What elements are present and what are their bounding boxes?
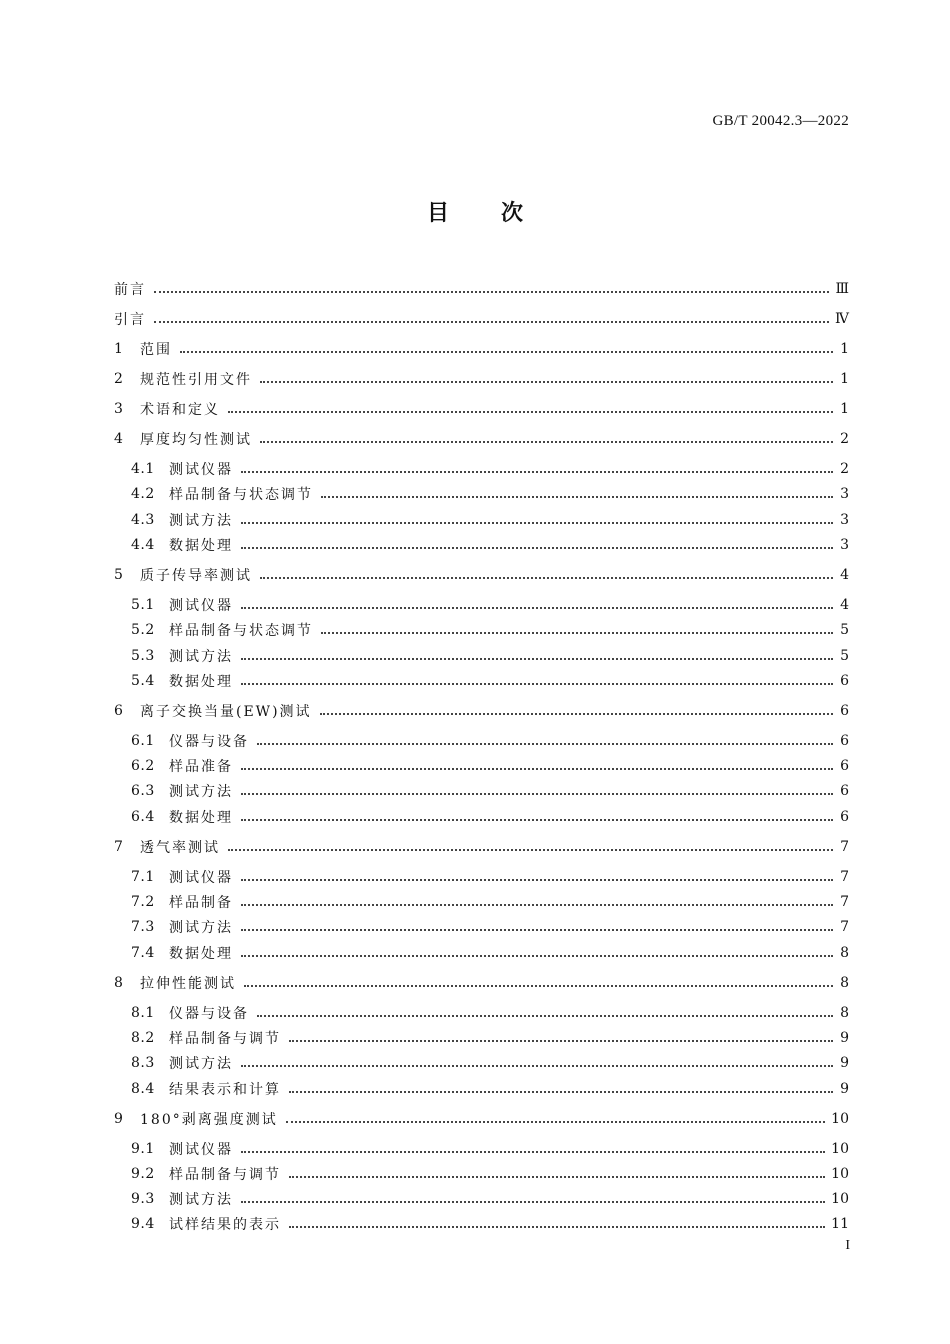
toc-entry-number: 8.4 bbox=[131, 1080, 155, 1097]
toc-entry[interactable] bbox=[114, 458, 849, 480]
dot-leader bbox=[321, 632, 833, 634]
toc-entry-page: 10 bbox=[831, 1110, 849, 1127]
dot-leader bbox=[241, 1151, 825, 1153]
title-part-2: 次 bbox=[501, 201, 524, 226]
toc-entry-page: 10 bbox=[831, 1191, 849, 1208]
dot-leader bbox=[257, 743, 833, 745]
toc-entry-label: 数据处理 bbox=[169, 809, 233, 826]
toc-entry[interactable] bbox=[114, 1052, 849, 1074]
dot-leader bbox=[154, 321, 829, 323]
toc-entry[interactable] bbox=[114, 755, 849, 777]
toc-entry-label: 数据处理 bbox=[169, 537, 233, 554]
toc-entry-page: 10 bbox=[831, 1140, 849, 1157]
toc-entry-page: 1 bbox=[840, 341, 849, 357]
dot-leader bbox=[241, 1201, 825, 1203]
toc-entry-label: 样品制备与调节 bbox=[169, 1166, 281, 1183]
toc-entry-label: 试样结果的表示 bbox=[169, 1217, 281, 1234]
toc-entry-number: 8.3 bbox=[131, 1055, 155, 1072]
toc-entry-page: 5 bbox=[840, 622, 849, 639]
toc-entry[interactable] bbox=[114, 483, 849, 505]
toc-entry-page: 7 bbox=[840, 838, 849, 855]
toc-entry[interactable] bbox=[114, 645, 849, 667]
dot-leader bbox=[241, 471, 833, 473]
toc-entry-page: 2 bbox=[840, 431, 849, 447]
toc-entry-number: 6 bbox=[114, 702, 124, 719]
toc-entry-label: 结果表示和计算 bbox=[169, 1081, 281, 1098]
toc-entry-label: 质子传导率测试 bbox=[140, 567, 252, 584]
toc-entry-page: 8 bbox=[840, 944, 849, 961]
toc-entry-number: 5.1 bbox=[131, 596, 155, 613]
toc-entry-page: 9 bbox=[840, 1029, 849, 1046]
toc-entry-number: 4.1 bbox=[131, 461, 155, 477]
dot-leader bbox=[289, 1040, 833, 1042]
dot-leader bbox=[241, 904, 833, 906]
toc-entry-label: 样品准备 bbox=[169, 759, 233, 776]
toc-entry[interactable] bbox=[114, 916, 849, 938]
toc-entry-page: 11 bbox=[831, 1216, 849, 1233]
dot-leader bbox=[241, 607, 833, 609]
toc-entry-label: 样品制备 bbox=[169, 895, 233, 911]
toc-entry[interactable] bbox=[114, 338, 849, 360]
toc-entry-page: Ⅲ bbox=[835, 281, 849, 297]
toc-entry-page: 6 bbox=[840, 758, 849, 775]
toc-entry-number: 7 bbox=[114, 838, 124, 855]
standard-code: GB/T 20042.3—2022 bbox=[712, 113, 849, 129]
dot-leader bbox=[180, 351, 833, 353]
toc-entry-number: 8.2 bbox=[131, 1029, 155, 1046]
toc-entry-page: 4 bbox=[840, 596, 849, 613]
toc-entry-label: 测试方法 bbox=[169, 1056, 233, 1073]
toc-entry[interactable] bbox=[114, 1138, 849, 1160]
toc-entry-number: 7.2 bbox=[131, 894, 155, 910]
dot-leader bbox=[241, 819, 833, 821]
toc-entry-number: 5 bbox=[114, 566, 124, 583]
toc-entry-number: 2 bbox=[114, 371, 124, 387]
toc-entry-page: 6 bbox=[840, 783, 849, 800]
toc-entry[interactable] bbox=[114, 564, 849, 586]
dot-leader bbox=[241, 929, 833, 931]
toc-entry-number: 6.2 bbox=[131, 758, 155, 775]
toc-entry-page: 7 bbox=[840, 868, 849, 885]
toc-entry[interactable] bbox=[114, 942, 849, 964]
dot-leader bbox=[289, 1226, 825, 1228]
toc-entry[interactable] bbox=[114, 780, 849, 802]
dot-leader bbox=[241, 683, 833, 685]
toc-entry-number: 7.1 bbox=[131, 868, 155, 885]
toc-entry-label: 规范性引用文件 bbox=[140, 372, 252, 388]
toc-entry-number: 5.4 bbox=[131, 672, 155, 689]
toc-entry-page: 3 bbox=[840, 511, 849, 528]
toc-entry-label: 离子交换当量(EW)测试 bbox=[140, 703, 312, 720]
toc-entry-page: Ⅳ bbox=[835, 311, 849, 327]
toc-entry-number: 9.2 bbox=[131, 1165, 155, 1182]
toc-entry-label: 测试仪器 bbox=[169, 462, 233, 478]
toc-entry-label: 180°剥离强度测试 bbox=[140, 1111, 278, 1128]
dot-leader bbox=[241, 522, 833, 524]
toc-entry-page: 6 bbox=[840, 702, 849, 719]
dot-leader bbox=[257, 1015, 833, 1017]
toc-entry-label: 测试方法 bbox=[169, 784, 233, 801]
toc-entry-label: 测试方法 bbox=[169, 512, 233, 529]
toc-entry[interactable] bbox=[114, 368, 849, 390]
toc-entry[interactable] bbox=[114, 700, 849, 722]
toc-entry[interactable] bbox=[114, 1213, 849, 1235]
dot-leader bbox=[244, 985, 833, 987]
dot-leader bbox=[260, 441, 833, 443]
toc-entry-label: 数据处理 bbox=[169, 673, 233, 690]
toc-entry-number: 6.3 bbox=[131, 783, 155, 800]
toc-entry-page: 2 bbox=[840, 461, 849, 477]
toc-entry-number: 4.2 bbox=[131, 486, 155, 503]
toc-entry-number: 6.1 bbox=[131, 732, 155, 749]
toc-entry-number: 4.3 bbox=[131, 511, 155, 528]
toc-entry-page: 6 bbox=[840, 808, 849, 825]
toc-entry-label: 测试仪器 bbox=[169, 1141, 233, 1158]
toc-entry-page: 8 bbox=[840, 1004, 849, 1021]
toc-entry-number: 7.4 bbox=[131, 944, 155, 961]
toc-entry-label: 厚度均匀性测试 bbox=[140, 432, 252, 448]
toc-entry[interactable] bbox=[114, 730, 849, 752]
toc-entry[interactable] bbox=[114, 1027, 849, 1049]
dot-leader bbox=[228, 849, 833, 851]
dot-leader bbox=[260, 577, 833, 579]
dot-leader bbox=[241, 879, 833, 881]
title-part-1: 目 bbox=[426, 201, 449, 226]
dot-leader bbox=[320, 713, 833, 715]
toc-entry-label: 仪器与设备 bbox=[169, 1005, 249, 1022]
toc-entry-number: 3 bbox=[114, 401, 124, 417]
toc-entry-page: 8 bbox=[840, 974, 849, 991]
toc-entry-label: 样品制备与调节 bbox=[169, 1030, 281, 1047]
toc-entry-number: 8.1 bbox=[131, 1004, 155, 1021]
toc-entry[interactable] bbox=[114, 278, 849, 300]
dot-leader bbox=[241, 547, 833, 549]
toc-entry-label: 引言 bbox=[114, 312, 146, 328]
toc-entry-page: 6 bbox=[840, 672, 849, 689]
toc-entry[interactable] bbox=[114, 428, 849, 450]
page-title bbox=[0, 196, 950, 227]
toc-entry-page: 3 bbox=[840, 486, 849, 503]
toc-entry-label: 拉伸性能测试 bbox=[140, 975, 236, 992]
toc-entry-label: 前言 bbox=[114, 282, 146, 298]
dot-leader bbox=[154, 291, 829, 293]
toc-entry-label: 范围 bbox=[140, 342, 172, 358]
toc-entry-label: 测试仪器 bbox=[169, 597, 233, 614]
toc-entry[interactable] bbox=[114, 1078, 849, 1100]
toc-entry-number: 1 bbox=[114, 341, 124, 357]
toc-entry-number: 7.3 bbox=[131, 919, 155, 936]
dot-leader bbox=[289, 1091, 833, 1093]
toc-entry-label: 样品制备与状态调节 bbox=[169, 487, 313, 504]
dot-leader bbox=[241, 1065, 833, 1067]
toc-entry-page: 6 bbox=[840, 732, 849, 749]
toc-entry-number: 4 bbox=[114, 431, 124, 447]
toc-entry-label: 测试方法 bbox=[169, 1192, 233, 1209]
toc-entry-label: 测试方法 bbox=[169, 920, 233, 937]
dot-leader bbox=[260, 381, 833, 383]
toc-entry[interactable] bbox=[114, 398, 849, 420]
dot-leader bbox=[241, 658, 833, 660]
toc-entry[interactable] bbox=[114, 891, 849, 913]
toc-entry-page: 9 bbox=[840, 1080, 849, 1097]
page-number: I bbox=[845, 1238, 850, 1253]
toc-entry[interactable] bbox=[114, 972, 849, 994]
toc-entry[interactable] bbox=[114, 619, 849, 641]
toc-entry[interactable] bbox=[114, 836, 849, 858]
toc-entry[interactable] bbox=[114, 1163, 849, 1185]
toc-entry-number: 4.4 bbox=[131, 536, 155, 553]
toc-entry[interactable] bbox=[114, 806, 849, 828]
toc-entry-page: 5 bbox=[840, 647, 849, 664]
toc-entry[interactable] bbox=[114, 594, 849, 616]
dot-leader bbox=[289, 1176, 825, 1178]
toc-entry[interactable] bbox=[114, 534, 849, 556]
toc-entry-label: 术语和定义 bbox=[140, 402, 220, 418]
toc-entry-number: 5.2 bbox=[131, 622, 155, 639]
toc-entry-number: 9 bbox=[114, 1110, 124, 1127]
toc-entry[interactable] bbox=[114, 1108, 849, 1130]
toc-entry-label: 透气率测试 bbox=[140, 839, 220, 856]
toc-entry-label: 数据处理 bbox=[169, 945, 233, 962]
toc-entry-page: 7 bbox=[840, 919, 849, 936]
toc-entry[interactable] bbox=[114, 509, 849, 531]
toc-entry-page: 3 bbox=[840, 536, 849, 553]
toc-entry-label: 测试仪器 bbox=[169, 869, 233, 886]
toc-entry-page: 1 bbox=[840, 371, 849, 387]
dot-leader bbox=[228, 411, 833, 413]
toc-entry[interactable] bbox=[114, 1002, 849, 1024]
dot-leader bbox=[241, 955, 833, 957]
toc-entry[interactable] bbox=[114, 866, 849, 888]
toc-entry-number: 8 bbox=[114, 974, 124, 991]
toc-entry-number: 9.3 bbox=[131, 1191, 155, 1208]
toc-entry-number: 5.3 bbox=[131, 647, 155, 664]
toc-entry-page: 4 bbox=[840, 566, 849, 583]
toc-entry-number: 9.4 bbox=[131, 1216, 155, 1233]
toc-entry-number: 9.1 bbox=[131, 1140, 155, 1157]
toc-entry[interactable] bbox=[114, 308, 849, 330]
toc-entry-page: 1 bbox=[840, 401, 849, 417]
dot-leader bbox=[321, 496, 833, 498]
dot-leader bbox=[286, 1121, 825, 1123]
toc-entry-label: 测试方法 bbox=[169, 648, 233, 665]
toc-entry[interactable] bbox=[114, 670, 849, 692]
toc-entry-page: 7 bbox=[840, 894, 849, 910]
toc-entry-label: 样品制备与状态调节 bbox=[169, 623, 313, 640]
dot-leader bbox=[241, 768, 833, 770]
toc-entry-page: 10 bbox=[831, 1165, 849, 1182]
toc-entry[interactable] bbox=[114, 1188, 849, 1210]
dot-leader bbox=[241, 793, 833, 795]
toc-entry-number: 6.4 bbox=[131, 808, 155, 825]
toc-entry-label: 仪器与设备 bbox=[169, 733, 249, 750]
toc-entry-page: 9 bbox=[840, 1055, 849, 1072]
